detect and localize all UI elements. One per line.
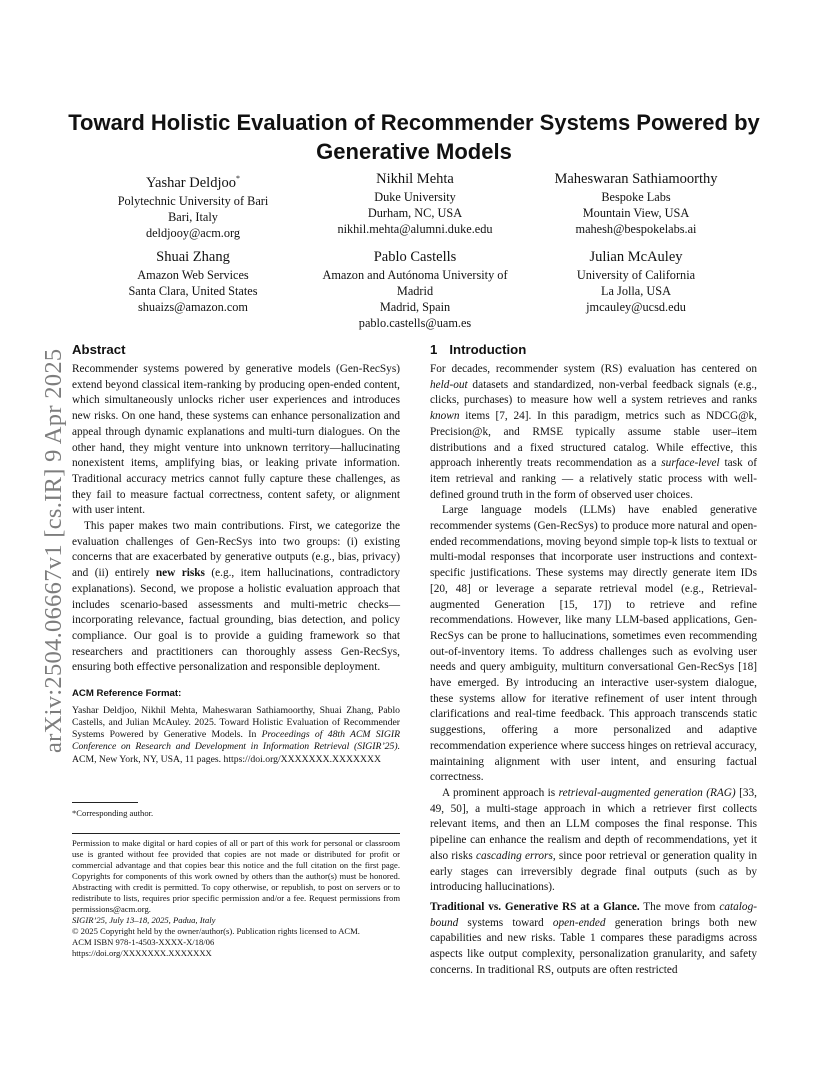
paper-title: Toward Holistic Evaluation of Recommender Systems Powered by Generative Models xyxy=(68,110,760,164)
author-affiliation: Amazon Web Services xyxy=(137,268,249,282)
author-name: Maheswaran Sathiamoorthy xyxy=(554,171,718,187)
isbn-line: ACM ISBN 978-1-4503-XXXX-X/18/06 xyxy=(72,937,215,947)
section-heading: 1 Introduction xyxy=(430,342,527,357)
author-affiliation: Polytechnic University of Bari xyxy=(117,193,269,208)
author-location: Madrid, Spain xyxy=(379,300,451,314)
author-location: Bari, Italy xyxy=(168,209,218,224)
acm-reference-text: Yashar Deldjoo, Nikhil Mehta, Maheswaran Sathiamoorthy, Shuai Zhang, Pablo Castells, and Julian McAuley. 2025. Toward Holistic Evaluation of Recommender Systems Powered by Generative Models. In Proceedings of 48th ACM SIGIR Conference on Research and Development in Information Retrieval (SIGIR’25). ACM, New York, NY, USA, 11 pages. https://doi.org/XXXXXXX.XXXXXXX xyxy=(72,704,400,765)
permission-rule xyxy=(72,833,400,834)
conference-line: SIGIR’25, July 13–18, 2025, Padua, Italy xyxy=(72,915,216,925)
author-email[interactable]: mahesh@bespokelabs.ai xyxy=(575,222,697,236)
corresponding-footnote: *Corresponding author. xyxy=(72,808,154,818)
permission-notice: Permission to make digital or hard copies of all or part of this work for personal or classroom use is granted without fee provided that copies are not made or distributed for profit or commercial advantage and that copies bear this notice and the full citation on the first page. Copyrights for components of this work owned by others than the author(s) must be honored. Abstracting with credit is permitted. To copy otherwise, or republish, to post on servers or to redistribute to lists, requires prior specific permission and/or a fee. Request permissions from permissions@acm.org. SIGIR’25, July 13–18, 2025, Padua, Italy © 2025 Copyright held by the owner/author(s). Publication rights licensed to ACM. ACM ISBN 978-1-4503-XXXX-X/18/06 https://doi.org/XXXXXXX.XXXXXXX xyxy=(72,838,400,958)
author-affiliation: Duke University xyxy=(374,190,456,204)
author-block xyxy=(305,248,525,331)
author-location: Mountain View, USA xyxy=(582,206,690,220)
author-email[interactable]: deldjooy@acm.org xyxy=(145,225,241,240)
arxiv-stamp xyxy=(20,303,67,753)
author-block xyxy=(530,170,742,237)
author-block xyxy=(100,170,286,241)
author-location: La Jolla, USA xyxy=(600,284,672,298)
intro-paragraph: A prominent approach is retrieval-augmented generation (RAG) [33, 49, 50], a multi-stage approach in which a retriever first collects relevant items, and then an LLM composes the final response. This pipeline can enhance the realism and depth of recommendations, yet it also risks cascading errors, since poor retrieval or generation quality in early stages can irreversibly degrade final outputs (such as by introducing hallucinations). xyxy=(430,786,757,894)
author-email[interactable]: nikhil.mehta@alumni.duke.edu xyxy=(337,222,493,236)
arxiv-id: arXiv:2504.06667v1 [cs.IR] 9 Apr 2025 xyxy=(40,348,67,753)
author-location: Santa Clara, United States xyxy=(128,284,258,298)
author-name: Pablo Castells xyxy=(373,249,457,265)
corresponding-mark: * xyxy=(235,174,240,183)
author-name: Yashar Deldjoo xyxy=(146,174,236,191)
doi-link[interactable]: https://doi.org/XXXXXXX.XXXXXXX xyxy=(72,948,212,958)
abstract-heading: Abstract xyxy=(72,342,126,357)
copyright-line: © 2025 Copyright held by the owner/author(s). Publication rights licensed to ACM. xyxy=(72,926,360,936)
author-affiliation: University of California xyxy=(576,268,696,282)
author-name: Julian McAuley xyxy=(589,249,683,265)
author-block xyxy=(315,170,515,237)
abstract-paragraph: This paper makes two main contributions. First, we categorize the evaluation challenges of Gen-RecSys into two groups: (i) existing concerns that are exacerbated by generative outputs (e.g., bias, privacy) and (ii) entirely new risks (e.g., item hallucinations, contradictory explanations). Second, we propose a holistic evaluation approach that includes scenario-based assessments and multi-metric checks—incorporating relevance, factual grounding, bias detection, and policy compliance. Our goal is to provide a guiding framework so that researchers and practitioners can thoroughly assess Gen-RecSys, ensuring both effective personalization and responsible deployment. xyxy=(72,520,400,674)
acm-reference-heading: ACM Reference Format: xyxy=(72,688,182,700)
author-name: Shuai Zhang xyxy=(156,249,230,265)
author-email[interactable]: shuaizs@amazon.com xyxy=(137,300,248,314)
author-affiliation: Amazon and Autónoma University of Madrid xyxy=(322,268,508,298)
intro-paragraph: For decades, recommender system (RS) evaluation has centered on held-out datasets and standardized, non-verbal feedback signals (e.g., clicks, purchases) to measure how well a system retrieves and ranks known items [7, 24]. In this paradigm, metrics such as NDCG@k, Precision@k, and RMSE typically assume stable user–item distributions and a fixed structured catalog. While effective, this approach inherently treats recommendation as a surface-level task of item retrieval and ranking — a relatively static process with well-defined ground truth in the form of observed user choices. xyxy=(430,363,757,501)
right-column xyxy=(430,341,757,978)
author-email[interactable]: pablo.castells@uam.es xyxy=(358,316,472,330)
footnote-rule xyxy=(72,802,138,803)
intro-paragraph: Traditional vs. Generative RS at a Glance. The move from catalog-bound systems toward open-ended generation brings both new capabilities and new risks. Table 1 compares these paradigms across aspects like output complexity, personalization granularity, and safety concerns. In traditional RS, outputs are often restricted xyxy=(430,900,757,976)
author-email[interactable]: jmcauley@ucsd.edu xyxy=(586,300,686,314)
left-column xyxy=(72,341,400,766)
abstract-paragraph: Recommender systems powered by generative models (Gen-RecSys) extend beyond classical item-ranking by producing open-ended content, which simultaneously unlocks richer user experiences and introduces new risks. On one hand, these systems can enhance personalization and appeal through dynamic explanations and multi-turn dialogues. On the other hand, they might venture into unknown territory—hallucinating nonexistent items, amplifying bias, or leaking private information. Traditional accuracy metrics cannot fully capture these challenges, as they fail to measure factual correctness, content safety, or alignment with user intent. xyxy=(72,363,400,517)
author-affiliation: Bespoke Labs xyxy=(601,190,671,204)
author-block xyxy=(530,248,742,315)
intro-paragraph: Large language models (LLMs) have enabled generative recommender systems (Gen-RecSys) to produce more natural and open-ended recommendations, moving beyond simple top-k lists to textual or multi-modal responses that incorporate user instructions and context-specific justifications. These systems may directly generate item IDs [20, 48] or leverage a separate retrieval model (e.g., Retrieval-augmented Generation [15, 17]) to retrieve and refine recommendations. However, like many LLM-based applications, Gen-RecSys can be prone to hallucinations, sometimes even recommending out-of-inventory items. To address challenges such as evolving user needs and query ambiguity, multiturn conversational Gen-RecSys [18] have emerged. By introducing an interactive user-system dialogue, these systems allow for iterative refinement of user intent through clarifications and real-time feedback. This approach transcends static suggestions, offering a more personalized and adaptive recommendation experience where success hinges on retrieval accuracy, maintaining alignment with user intent, and ensuring factual correctness. xyxy=(430,504,757,784)
author-location: Durham, NC, USA xyxy=(367,206,463,220)
author-block xyxy=(100,248,286,315)
author-name: Nikhil Mehta xyxy=(376,171,454,187)
